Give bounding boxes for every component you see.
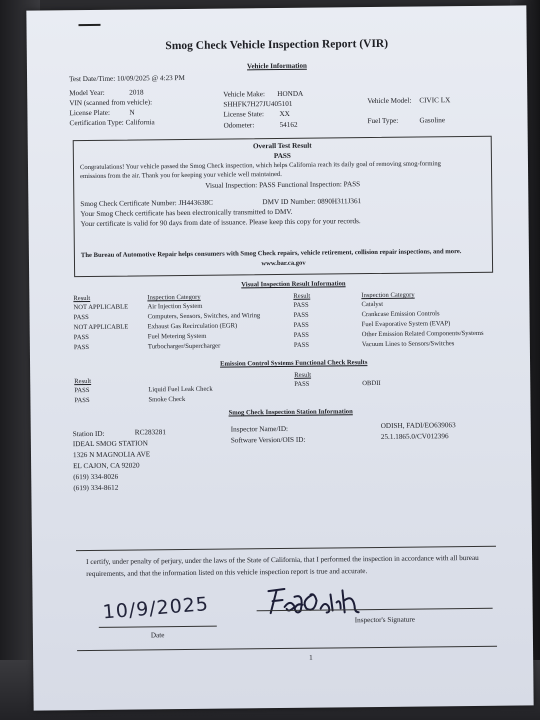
state-value: XX bbox=[279, 109, 290, 118]
functional-left-result: PASS bbox=[74, 396, 90, 405]
visual-right-category-header: Inspection Category bbox=[361, 291, 415, 300]
dmv-id-number: DMV ID Number: 0890H311J361 bbox=[262, 197, 362, 207]
visual-left-category: Exhaust Gas Recirculation (EGR) bbox=[147, 322, 238, 331]
page-number: 1 bbox=[309, 653, 313, 662]
station-address-1: 1326 N MAGNOLIA AVE bbox=[72, 450, 151, 460]
overall-heading: Overall Test Result bbox=[252, 141, 312, 151]
plate-label: License Plate: bbox=[69, 108, 110, 118]
visual-right-category: Other Emission Related Components/Systems bbox=[361, 329, 484, 339]
functional-left-category: Liquid Fuel Leak Check bbox=[148, 385, 213, 394]
visual-right-result: PASS bbox=[293, 341, 310, 349]
visual-left-category: Fuel Metering System bbox=[147, 332, 207, 341]
test-datetime: Test Date/Time: 10/09/2025 @ 4:23 PM bbox=[69, 73, 185, 84]
visual-left-result: PASS bbox=[73, 314, 89, 322]
functional-left-result-header: Result bbox=[74, 377, 92, 386]
visual-left-result: NOT APPLICABLE bbox=[73, 323, 129, 332]
station-address-2: EL CAJON, CA 92020 bbox=[73, 461, 140, 471]
vin-label: VIN (scanned from vehicle): bbox=[69, 98, 153, 108]
handwritten-date: 10/9/2025 bbox=[101, 593, 210, 624]
visual-left-result: PASS bbox=[73, 343, 90, 352]
congrats-line-2: emissions from the air. Thank you for keeping your vehicle well maintained. bbox=[80, 170, 282, 181]
visual-right-result: PASS bbox=[293, 331, 309, 339]
visual-left-category: Computers, Sensors, Switches, and Wiring bbox=[147, 312, 261, 321]
make-value: HONDA bbox=[277, 89, 304, 99]
model-year-label: Model Year: bbox=[69, 88, 105, 98]
fuel-label: Fuel Type: bbox=[367, 116, 399, 126]
functional-right-result-header: Result bbox=[294, 371, 312, 379]
functional-heading: Emission Control Systems Functional Check Results bbox=[220, 359, 368, 368]
congrats-line-1: Congratulations! Your vehicle passed the Smog Check inspection, which helps California reach its daily goal of removing smog-forming bbox=[79, 160, 441, 172]
station-heading: Smog Check Inspection Station Information bbox=[228, 408, 353, 417]
functional-left-result: PASS bbox=[74, 386, 90, 395]
signature-label: Inspector's Signature bbox=[354, 615, 415, 625]
visual-left-category: Turbocharger/Supercharger bbox=[147, 342, 221, 351]
model-label: Vehicle Model: bbox=[367, 96, 412, 106]
plate-value: N bbox=[129, 108, 135, 117]
functional-left-category: Smoke Check bbox=[148, 395, 186, 404]
odometer-value: 54162 bbox=[279, 120, 298, 129]
visual-right-category: Catalyst bbox=[361, 300, 384, 309]
date-label: Date bbox=[150, 631, 165, 640]
report-title: Smog Check Vehicle Inspection Report (VIR) bbox=[165, 37, 389, 53]
visual-left-category-header: Inspection Category bbox=[147, 293, 201, 302]
odometer-label: Odometer: bbox=[223, 121, 255, 130]
station-id-value: RC283281 bbox=[134, 428, 166, 437]
vehicle-info-heading: Vehicle Information bbox=[246, 61, 307, 71]
visual-right-result: PASS bbox=[293, 301, 309, 309]
visual-right-category: Vacuum Lines to Sensors/Switches bbox=[361, 340, 455, 349]
visual-left-result: NOT APPLICABLE bbox=[73, 303, 129, 312]
functional-right-category: OBDII bbox=[362, 379, 381, 388]
overall-result: PASS bbox=[273, 151, 291, 161]
visual-left-result: PASS bbox=[73, 333, 89, 342]
overall-result-box bbox=[73, 136, 493, 277]
certify-bottom-rule bbox=[77, 646, 497, 651]
model-year-value: 2018 bbox=[129, 88, 144, 97]
model-value: CIVIC LX bbox=[419, 96, 451, 105]
certify-line-2: requirements, and that the information listed on this vehicle inspection report is true and accurate. bbox=[86, 567, 368, 579]
software-value: 25.1.1865.0/CV012396 bbox=[380, 432, 449, 441]
visual-right-result: PASS bbox=[293, 321, 309, 329]
visual-left-result-header: Result bbox=[73, 294, 91, 303]
visual-heading: Visual Inspection Result Information bbox=[241, 280, 346, 289]
date-line bbox=[99, 626, 217, 628]
certify-top-rule bbox=[76, 546, 496, 551]
functional-right-result: PASS bbox=[294, 380, 310, 388]
certify-line-1: I certify, under penalty of perjury, under the laws of the State of California, that I performed the inspection in accordance with all bureau bbox=[86, 553, 479, 567]
visual-right-category: Crankcase Emission Controls bbox=[361, 310, 440, 319]
top-mark bbox=[78, 24, 100, 26]
transmitted-note: Your Smog Check certificate has been electronically transmitted to DMV. bbox=[80, 207, 293, 219]
visual-right-category: Fuel Evaporative System (EVAP) bbox=[361, 320, 451, 329]
cert-type: Certification Type: California bbox=[69, 118, 155, 128]
visual-functional-result: Visual Inspection: PASS Functional Inspection: PASS bbox=[205, 180, 361, 190]
station-phone-2: (619) 334-8612 bbox=[73, 483, 119, 493]
station-id-label: Station ID: bbox=[72, 429, 105, 439]
bar-website: www.bar.ca.gov bbox=[261, 259, 306, 268]
vin-value: SHHFK7H27JU405101 bbox=[223, 99, 293, 109]
station-name: IDEAL SMOG STATION bbox=[72, 439, 148, 449]
software-label: Software Version/OIS ID: bbox=[230, 435, 306, 445]
visual-left-category: Air Injection System bbox=[147, 302, 203, 311]
fuel-value: Gasoline bbox=[419, 116, 446, 125]
station-phone-1: (619) 334-8026 bbox=[73, 472, 119, 482]
bar-info-line: The Bureau of Automotive Repair helps consumers with Smog Check repairs, vehicle retirement, collision repair inspections, and more. bbox=[80, 248, 462, 260]
certificate-number: Smog Check Certificate Number: JH443638C bbox=[80, 198, 213, 209]
validity-note: Your certificate is valid for 90 days from date of issuance. Please keep this copy for your records. bbox=[80, 217, 361, 229]
make-label: Vehicle Make: bbox=[223, 90, 265, 99]
inspector-value: ODISH, FADI/EO639063 bbox=[380, 421, 456, 430]
visual-right-result-header: Result bbox=[293, 292, 311, 300]
inspector-label: Inspector Name/ID: bbox=[230, 424, 289, 434]
state-label: License State: bbox=[223, 110, 265, 119]
report-paper bbox=[26, 5, 533, 710]
visual-right-result: PASS bbox=[293, 311, 309, 319]
